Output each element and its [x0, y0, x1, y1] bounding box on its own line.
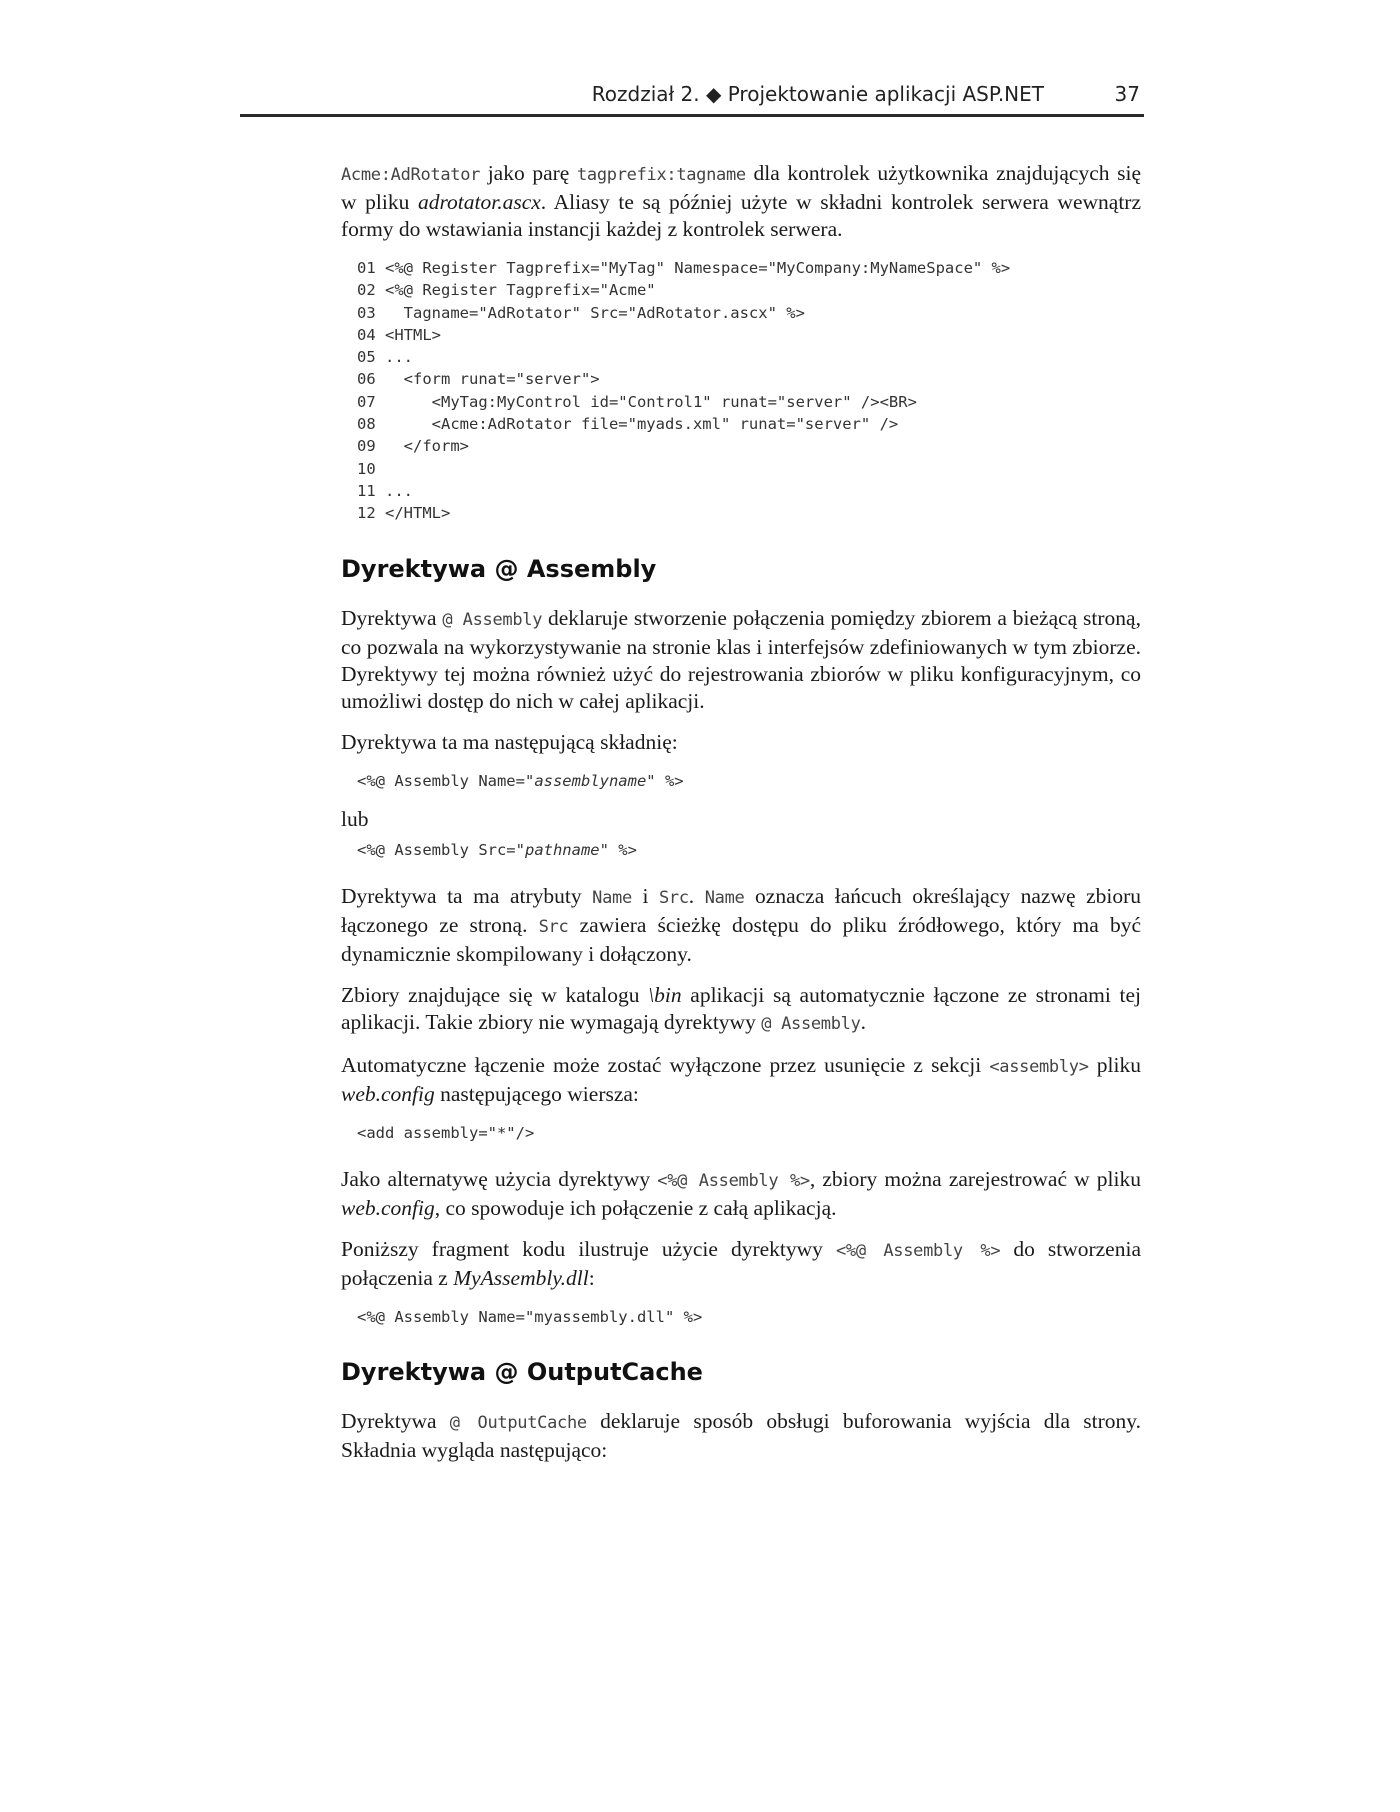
section-heading-assembly: Dyrektywa @ Assembly: [341, 554, 657, 583]
code-line: 04 <HTML>: [357, 325, 441, 344]
syntax-src: <%@ Assembly Src="pathname" %>: [357, 840, 637, 859]
code-add-assembly: <add assembly="*"/>: [357, 1123, 535, 1142]
code-listing: [357, 257, 1141, 525]
code-assembly-example: <%@ Assembly Name="myassembly.dll" %>: [357, 1307, 703, 1326]
page-content: [341, 160, 1141, 1478]
inline-code: @ Assembly: [442, 609, 543, 630]
code-line: 08 <Acme:AdRotator file="myads.xml" runat="server" />: [357, 415, 899, 434]
code-line: 11 ...: [357, 481, 413, 500]
or-text: lub: [341, 806, 369, 831]
inline-code: @ OutputCache: [449, 1412, 587, 1433]
paragraph-attributes: Dyrektywa ta ma atrybuty Name i Src. Name oznacza łańcuch określający nazwę zbioru łączonego ze stroną. Src zawiera ścieżkę dostępu do pliku źródłowego, który ma być dynamicznie skompilowany i dołączony.: [341, 883, 1142, 966]
paragraph-example: Poniższy fragment kodu ilustruje użycie dyrektywy <%@ Assembly %> do stworzenia połączenia z MyAssembly.dll:: [341, 1236, 1141, 1290]
paragraph-intro: Acme:AdRotator jako parę tagprefix:tagname dla kontrolek użytkownika znajdujących się w pliku adrotator.ascx. Aliasy te są później użyte w składni kontrolek serwera wewnątrz formy do wstawiania instancji każdej z kontrolek serwera.: [341, 161, 1141, 241]
inline-code: Src: [658, 887, 689, 908]
running-header: [240, 78, 1144, 117]
code-line: 12 </HTML>: [357, 504, 451, 523]
page-number: 37: [1114, 82, 1140, 106]
code-line: 01 <%@ Register Tagprefix="MyTag" Namespace="MyCompany:MyNameSpace" %>: [357, 259, 1011, 277]
syntax-name: <%@ Assembly Name="assemblyname" %>: [357, 771, 684, 790]
paragraph-outputcache: Dyrektywa @ OutputCache deklaruje sposób obsługi buforowania wyjścia dla strony. Składnia wygląda następująco:: [341, 1408, 1141, 1462]
inline-code: Name: [592, 887, 632, 908]
file-name: MyAssembly.dll: [453, 1265, 589, 1290]
inline-code: <assembly>: [989, 1056, 1089, 1077]
code-line: 09 </form>: [357, 437, 469, 456]
file-name: web.config: [341, 1195, 435, 1220]
inline-code: <%@ Assembly %>: [657, 1170, 810, 1191]
inline-code: tagprefix:tagname: [576, 165, 746, 185]
code-line: 02 <%@ Register Tagprefix="Acme": [357, 281, 656, 300]
code-line: 07 <MyTag:MyControl id="Control1" runat="server" /><BR>: [357, 392, 917, 411]
inline-code: Acme:AdRotator: [341, 165, 481, 185]
paragraph-auto-link: Automatyczne łączenie może zostać wyłączone przez usunięcie z sekcji <assembly> pliku web.config następującego wiersza:: [341, 1052, 1141, 1106]
chapter-title: Rozdział 2. ◆ Projektowanie aplikacji ASP.NET: [591, 82, 1044, 106]
folder-name: \bin: [648, 982, 682, 1007]
inline-code: Src: [538, 916, 569, 937]
paragraph-syntax-intro: Dyrektywa ta ma następującą składnię:: [341, 729, 678, 754]
inline-code: Name: [704, 887, 745, 908]
file-name: adrotator.ascx: [417, 190, 541, 214]
inline-code: @ Assembly: [761, 1013, 861, 1034]
inline-code: <%@ Assembly %>: [835, 1240, 1001, 1261]
code-line: 03 Tagname="AdRotator" Src="AdRotator.ascx" %>: [357, 303, 805, 322]
paragraph-bin: Zbiory znajdujące się w katalogu \bin aplikacji są automatycznie łączone ze stronami tej aplikacji. Takie zbiory nie wymagają dyrektywy @ Assembly.: [341, 982, 1141, 1034]
code-line: 06 <form runat="server">: [357, 370, 600, 389]
paragraph-alternative: Jako alternatywę użycia dyrektywy <%@ Assembly %>, zbiory można zarejestrować w pliku web.config, co spowoduje ich połączenie z całą aplikacją.: [341, 1166, 1141, 1220]
file-name: web.config: [341, 1081, 435, 1106]
code-line: 10: [357, 459, 376, 478]
paragraph-assembly-desc: Dyrektywa @ Assembly deklaruje stworzenie połączenia pomiędzy zbiorem a bieżącą stroną, co pozwala na wykorzystywanie na stronie klas i interfejsów zdefiniowanych w tym zbiorze. Dyrektywy tej można również użyć do rejestrowania zbiorów w pliku konfiguracyjnym, co umożliwi dostęp do nich w całej aplikacji.: [341, 605, 1141, 713]
code-line: 05 ...: [357, 348, 413, 367]
section-heading-outputcache: Dyrektywa @ OutputCache: [341, 1357, 703, 1386]
